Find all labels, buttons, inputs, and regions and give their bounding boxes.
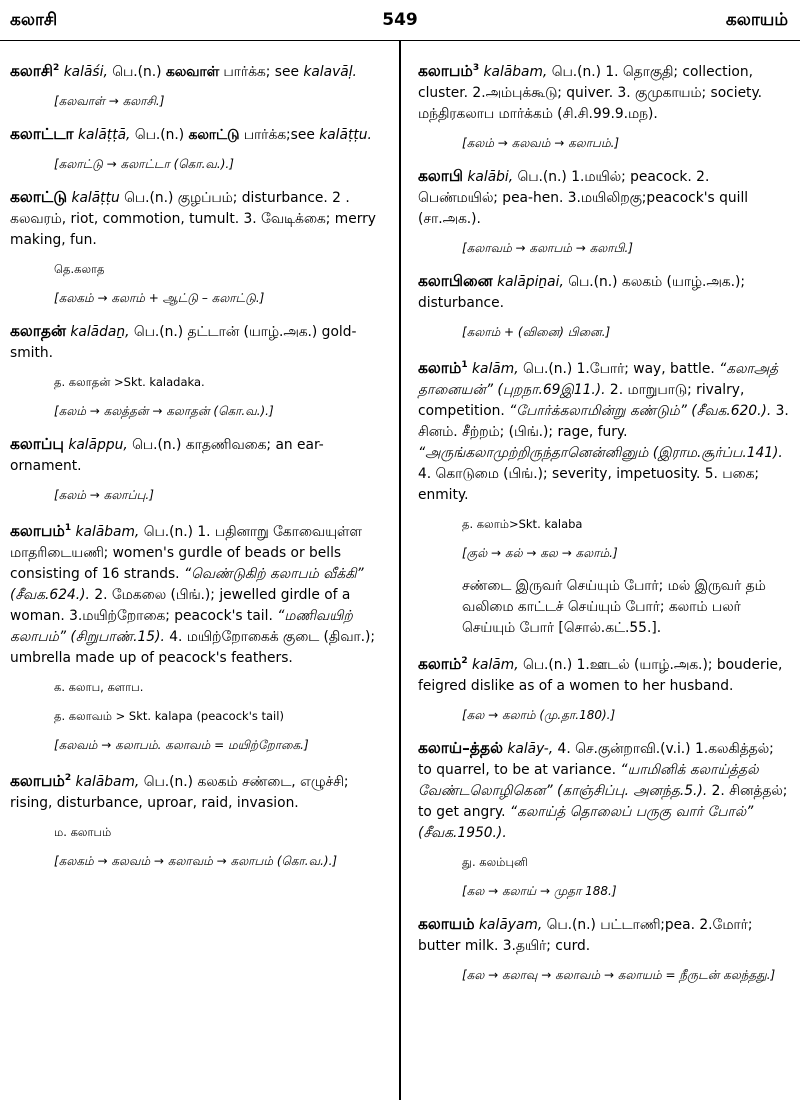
- left-column: [10, 58, 382, 884]
- definition: பெ.(n.): [130, 127, 189, 144]
- cross-reference: கலவாள்: [165, 64, 220, 81]
- headword: கலாம்$^1$: [418, 359, 468, 378]
- etymology: [கலகம் → கலாம் + ஆட்டு – கலாட்டு.]: [54, 291, 265, 306]
- entry-kalay-ttal: கலாய்–த்தல் kalāy-, 4. செ.குன்றாவி.(v.i.) 1.கலகித்தல்; to quarrel, to be at variance. “யாமினிக் கலாய்த்தல் வேண்டலொழிகென” (காஞ்சிப்பு. அனந்த.5.). 2. சினத்தல்; to get angry. “கலாய்த் தொலைப் பருகு வார் போல்” (சீவக.1950.). து. கலம்புனி [கல → கலாய் → முதா 188.]: [418, 738, 790, 902]
- cognate: து. கலம்புனி: [462, 855, 528, 870]
- quotation: “அருங்கலாமுற்றிருந்தானென்னினும் (இராம.சூர்ப்ப.141).: [418, 445, 783, 462]
- entry-kalam-1: கலாம்$^1$ kalām, பெ.(n.) 1.போர்; way, battle. “கலாஅத் தானையன்” (புறநா.69இ11.). 2. மாறுபாடு; rivalry, competition. “போர்க்கலாமின்று கண்டும்” (சீவக.620.). 3. சினம். சீற்றம்; (பிங்.); rage, fury. “அருங்கலாமுற்றிருந்தானென்னினும் (இராம.சூர்ப்ப.141). 4. கொடுமை (பிங்.); severity, impetuosity. 5. பகை; enmity. த. கலாம்>Skt. kalaba [குல் → கல் → கல → கலாம்.] சண்டை இருவர் செய்யும் போர்; மல் இருவர் தம் வலிமை காட்டச் செய்யும் போர்; கலாம் பலர் செய்யும் போர் [சொல்.கட்.55.].: [418, 355, 790, 639]
- definition: பெ.(n.) கலகம் (யாழ்.அக.); disturbance.: [418, 274, 745, 312]
- quotation: “யாமினிக் கலாய்த்தல் வேண்டலொழிகென” (காஞ்சிப்பு. அனந்த.5.).: [418, 762, 759, 800]
- headword: கலாபி: [418, 167, 464, 186]
- etymology: [கலாவம் → கலாபம் → கலாபி.]: [462, 241, 633, 256]
- entry-kalabam-3: [418, 58, 790, 154]
- running-head-right: கலாயம்: [725, 10, 788, 30]
- column-divider: [399, 40, 401, 1100]
- etymology: [கலகம் → கலவம் → கலாவம் → கலாபம் (கொ.வ.).]: [54, 854, 338, 869]
- transliteration: kalābam,: [483, 64, 548, 81]
- headword: கலாபம்$^1$: [10, 522, 72, 541]
- headword: கலாம்$^2$: [418, 655, 468, 674]
- etymology: [கலம் → கலவம் → கலாபம்.]: [462, 136, 620, 151]
- headword: கலாபம்$^3$: [418, 62, 480, 81]
- definition: பெ.(n.): [107, 64, 166, 81]
- etymology: [குல் → கல் → கல → கலாம்.]: [462, 546, 618, 561]
- page-number: 549: [382, 10, 418, 30]
- quotation: “வெண்டுகிற் கலாபம் வீக்கி” (சீவக.624.).: [10, 566, 364, 604]
- quotation: “மணிவயிற் கலாபம்” (சிறுபாண்.15).: [10, 608, 353, 646]
- definition: பெ.(n.) 1.ஊடல் (யாழ்.அக.); bouderie, feigred dislike as of a women to her husband.: [418, 657, 783, 695]
- headword: கலாபம்$^2$: [10, 772, 72, 791]
- etymology: [கல → கலாம் (மு.தா.180).]: [462, 708, 616, 723]
- entry-kalatta: கலாட்டா kalāṭṭā, பெ.(n.) கலாட்டு பார்க்க;see kalāṭṭu. [கலாட்டு → கலாட்டா (கொ.வ.).]: [10, 124, 382, 175]
- headword: கலாயம்: [418, 915, 475, 934]
- quotation: “கலாஅத் தானையன்” (புறநா.69இ11.).: [418, 361, 779, 399]
- transliteration: kalāppu,: [68, 437, 128, 454]
- cognate: த. கலாம்>Skt. kalaba: [462, 517, 583, 532]
- transliteration: kalābi,: [467, 169, 514, 186]
- headword: கலாபினை: [418, 272, 493, 291]
- definition: பெ.(n.) பட்டாணி;pea. 2.மோர்; butter milk. 3.தயிர்; curd.: [418, 917, 753, 955]
- transliteration: kalāy-,: [507, 741, 554, 758]
- cross-reference: கலாட்டு: [188, 127, 240, 144]
- quotation: “கலாய்த் தொலைப் பருகு வார் போல்” (சீவக.1950.).: [418, 804, 754, 842]
- transliteration: kalāpiṉai,: [497, 274, 564, 291]
- cognate: தெ.கலாத: [54, 262, 105, 277]
- entry-kalappu: [10, 434, 382, 506]
- etymology: [கலவாள் → கலாசி.]: [54, 94, 165, 109]
- etymology: [கலாம் + (வினை) பினை.]: [462, 325, 611, 340]
- usage-note: சண்டை இருவர் செய்யும் போர்; மல் இருவர் தம் வலிமை காட்டச் செய்யும் போர்; கலாம் பலர் செய்யும் போர் [சொல்.கட்.55.].: [462, 578, 766, 637]
- transliteration: kalāṭṭā,: [78, 127, 131, 144]
- page-header: [0, 0, 800, 41]
- etymology: [கலாட்டு → கலாட்டா (கொ.வ.).]: [54, 157, 234, 172]
- definition: பெ.(n.) காதணிவகை; an ear-ornament.: [10, 437, 324, 475]
- headword: கலாய்–த்தல்: [418, 739, 503, 758]
- definition: பெ.(n.) 1. தொகுதி; collection, cluster. 2.அம்புக்கூடு; quiver. 3. குமுகாயம்; society. மந்திரகலாப மார்க்கம் (சி.சி.99.9.மந).: [418, 64, 763, 123]
- etymology: [கலவம் → கலாபம். கலாவம் = மயிற்றோகை.]: [54, 738, 309, 753]
- etymology: [கல → கலாவு → கலாவம் → கலாயம் = நீருடன் கலந்தது.]: [462, 968, 776, 983]
- etymology: [கலம் → கலாப்பு.]: [54, 488, 154, 503]
- right-column: [418, 58, 790, 998]
- etymology: [கலம் → கலத்தன் → கலாதன் (கொ.வ.).]: [54, 404, 274, 419]
- headword: கலாதன்: [10, 322, 67, 341]
- entry-kalayam: [418, 914, 790, 986]
- entry-kalapinai: [418, 271, 790, 343]
- cognate: ம. கலாபம்: [54, 825, 112, 840]
- cognate: க. கலாப, களாப.: [54, 680, 144, 695]
- cognate: த. கலாவம் > Skt. kalapa (peacock's tail): [54, 709, 284, 724]
- transliteration: kalām,: [472, 657, 519, 674]
- transliteration: kalāśi,: [63, 64, 108, 81]
- transliteration: kalām,: [472, 361, 519, 378]
- entry-kalabam-2: [10, 768, 382, 872]
- transliteration: kalādaṉ,: [70, 324, 130, 341]
- definition: பெ.(n.) குழப்பம்; disturbance. 2 . கலவரம், riot, commotion, tumult. 3. வேடிக்கை; merry making, fun.: [10, 190, 376, 249]
- entry-kaladan: [10, 321, 382, 422]
- cognate: த. கலாதன் >Skt. kaladaka.: [54, 375, 205, 390]
- entry-kalattu: [10, 187, 382, 309]
- headword: கலாட்டு: [10, 188, 68, 207]
- transliteration: kalāṭṭu: [71, 190, 120, 207]
- headword: கலாப்பு: [10, 435, 64, 454]
- definition: பெ.(n.) 1.மயில்; peacock. 2. பெண்மயில்; pea-hen. 3.மயிலிறகு;peacock's quill (சா.அக.).: [418, 169, 749, 228]
- transliteration: kalāyam,: [479, 917, 543, 934]
- entry-kalabi: [418, 166, 790, 259]
- quotation: “போர்க்கலாமின்று கண்டும்” (சீவக.620.).: [509, 403, 772, 420]
- entry-kalasi: கலாசி$^2$ kalāśi, பெ.(n.) கலவாள் பார்க்க; see kalavāḷ. [கலவாள் → கலாசி.]: [10, 58, 382, 112]
- definition: பெ.(n.) கலகம் சண்டை, எழுச்சி; rising, disturbance, uproar, raid, invasion.: [10, 774, 349, 812]
- entry-kalabam-1: கலாபம்$^1$ kalābam, பெ.(n.) 1. பதினாறு கோவையுள்ள மாதரிடையணி; women's gurdle of beads or bells consisting of 16 strands. “வெண்டுகிற் கலாபம் வீக்கி” (சீவக.624.). 2. மேகலை (பிங்.); jewelled girdle of a woman. 3.மயிற்றோகை; peacock's tail. “மணிவயிற் கலாபம்” (சிறுபாண்.15). 4. மயிற்றோகைக் குடை (திவா.); umbrella made up of peacock's feathers. க. கலாப, களாப. த. கலாவம் > Skt. kalapa (peacock's tail) [கலவம் → கலாபம். கலாவம் = மயிற்றோகை.]: [10, 518, 382, 756]
- definition: பெ.(n.) தட்டான் (யாழ்.அக.) gold-smith.: [10, 324, 357, 362]
- transliteration: kalābam,: [75, 774, 140, 791]
- headword: கலாட்டா: [10, 125, 74, 144]
- etymology: [கல → கலாய் → முதா 188.]: [462, 884, 617, 899]
- headword: கலாசி$^2$: [10, 62, 60, 81]
- running-head-left: கலாசி: [10, 10, 58, 30]
- transliteration: kalābam,: [75, 524, 140, 541]
- entry-kalam-2: [418, 651, 790, 726]
